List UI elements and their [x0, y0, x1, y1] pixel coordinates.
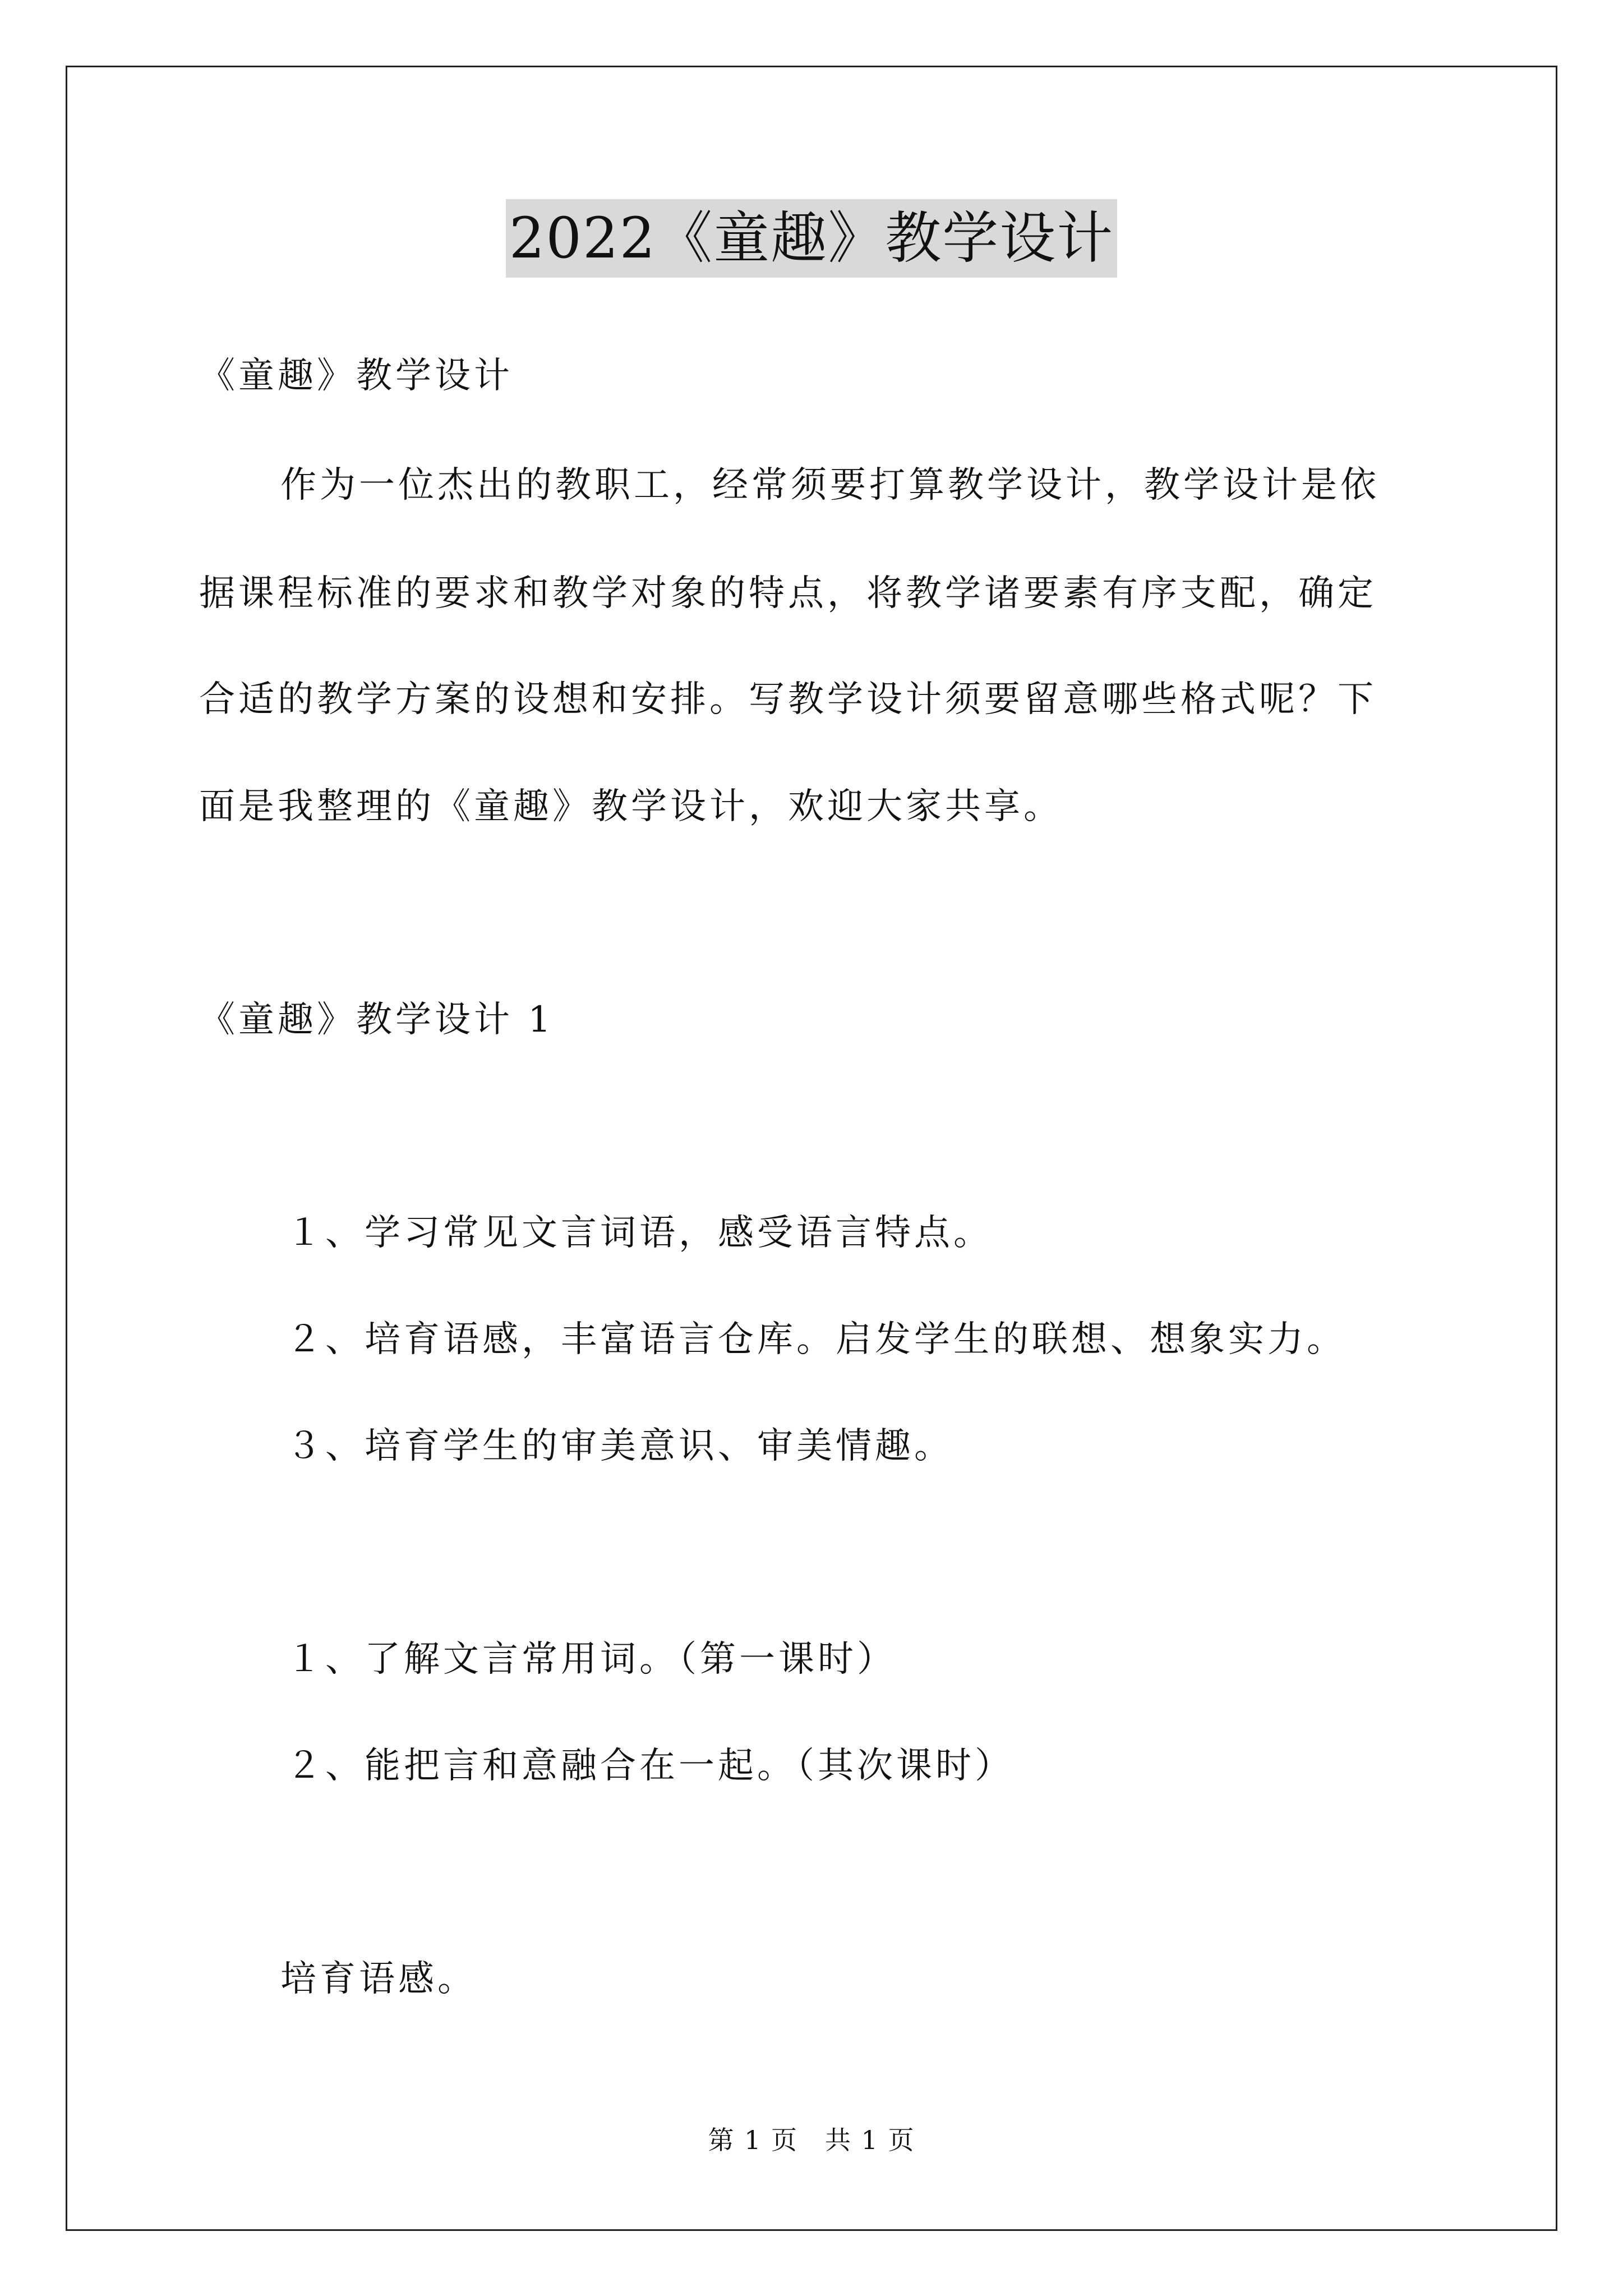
section-heading: 《童趣》教学设计 1 [199, 999, 555, 1041]
intro-line-1: 作为一位杰出的教职工，经常须要打算教学设计，教学设计是依 [280, 464, 1380, 506]
intro-line-3: 合适的教学方案的设想和安排。写教学设计须要留意哪些格式呢？下 [199, 679, 1377, 720]
page-footer: 第 1 页 共 1 页 [708, 2125, 915, 2155]
intro-line-4: 面是我整理的《童趣》教学设计，欢迎大家共享。 [199, 786, 1063, 827]
title-container [0, 199, 1623, 278]
objective-item-3: ３、培育学生的审美意识、审美情趣。 [286, 1425, 953, 1467]
subtitle: 《童趣》教学设计 [199, 355, 513, 397]
document-title: 2022《童趣》教学设计 [506, 199, 1118, 278]
intro-line-2: 据课程标准的要求和教学对象的特点，将教学诸要素有序支配，确定 [199, 573, 1377, 614]
key-point-item-2: ２、能把言和意融合在一起。（其次课时） [286, 1745, 1014, 1787]
objective-item-1: １、学习常见文言词语，感受语言特点。 [286, 1212, 993, 1254]
difficulty-text: 培育语感。 [280, 1958, 477, 2000]
objective-item-2: ２、培育语感，丰富语言仓库。启发学生的联想、想象实力。 [286, 1319, 1346, 1360]
key-point-item-1: １、了解文言常用词。（第一课时） [286, 1639, 896, 1680]
